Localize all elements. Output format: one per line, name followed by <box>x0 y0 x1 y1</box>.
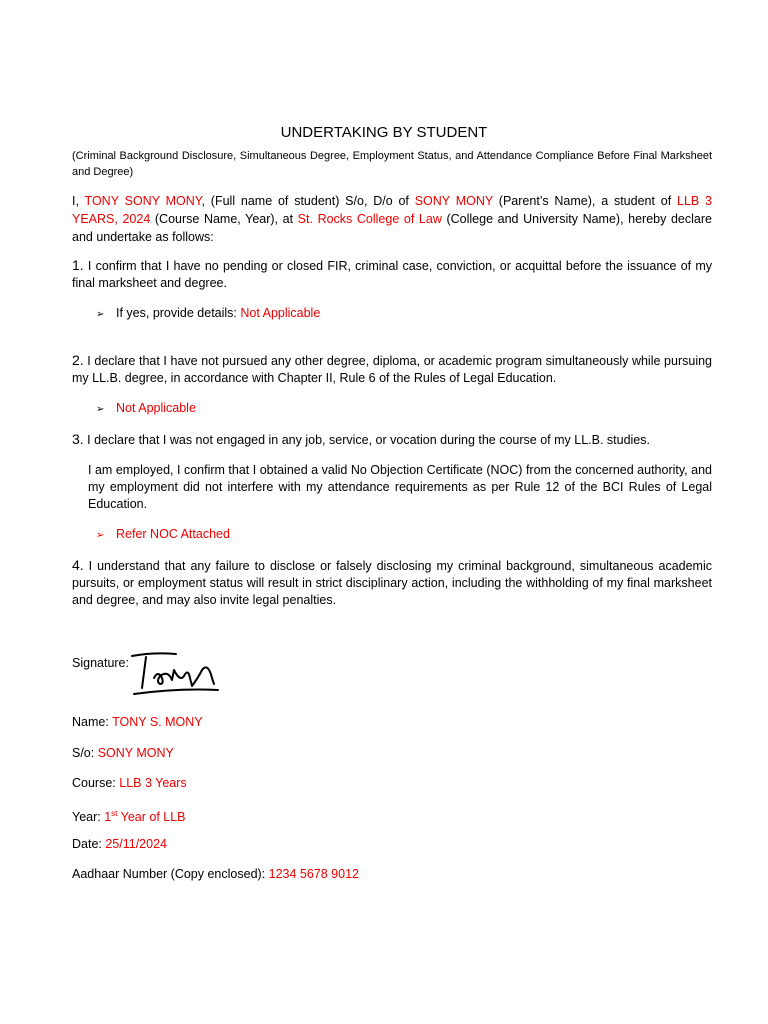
declaration-item-2 <box>72 352 712 387</box>
declaration-item-3 <box>72 431 712 449</box>
item-text: I declare that I was not engaged in any job, service, or vocation during the course of my LL.B. studies. <box>83 433 650 447</box>
course-value: LLB 3 Years <box>119 776 187 790</box>
name-value: TONY S. MONY <box>112 715 203 729</box>
intro-text-2: , (Full name of student) S/o, D/o of <box>201 194 415 208</box>
item-text: I declare that I have not pursued any other degree, diploma, or academic program simultaneously while pursuing my LL.B. degree, in accordance with Chapter II, Rule 6 of the Rules of Legal Education. <box>72 354 712 385</box>
aadhaar-value: 1234 5678 9012 <box>268 867 359 881</box>
year-value <box>104 810 185 824</box>
parent-name-value: SONY MONY <box>414 194 493 208</box>
arrowhead-bullet-icon: ➢ <box>96 404 105 415</box>
intro-paragraph <box>72 192 712 246</box>
year-rest: Year of LLB <box>117 810 186 825</box>
arrowhead-bullet-icon: ➢ <box>96 309 105 320</box>
item-number: 1. <box>72 257 84 273</box>
signature-label: Signature: <box>72 656 129 670</box>
bullet-value: Refer NOC Attached <box>116 527 230 541</box>
student-name-value: TONY SONY MONY <box>84 194 202 208</box>
item-2-bullet <box>96 400 196 418</box>
date-field <box>72 836 167 853</box>
so-value: SONY MONY <box>97 746 174 760</box>
so-label: S/o: <box>72 746 98 760</box>
item-number: 3. <box>72 431 84 447</box>
declaration-item-4 <box>72 557 712 609</box>
aadhaar-label: Aadhaar Number (Copy enclosed): <box>72 867 269 881</box>
arrowhead-bullet-icon: ➢ <box>96 530 105 541</box>
date-value: 25/11/2024 <box>105 837 167 851</box>
bullet-value: Not Applicable <box>116 401 196 415</box>
item-1-bullet <box>96 305 320 323</box>
intro-text-4: (Course Name, Year), at <box>150 212 298 226</box>
intro-text-5: (College and University Name), hereby declare and undertake as follows: <box>72 212 712 244</box>
name-field <box>72 714 203 731</box>
item-text: I confirm that I have no pending or closed FIR, criminal case, conviction, or acquittal before the issuance of my final marksheet and degree. <box>72 259 712 290</box>
year-ordinal: st <box>111 809 118 818</box>
document-subtitle: (Criminal Background Disclosure, Simultaneous Degree, Employment Status, and Attendance Compliance Before Final Marksheet and Degree) <box>72 150 712 178</box>
declaration-item-1 <box>72 257 712 292</box>
document-title: UNDERTAKING BY STUDENT <box>280 124 488 141</box>
bullet-label: If yes, provide details: <box>116 306 241 320</box>
employment-paragraph: I am employed, I confirm that I obtained a valid No Objection Certificate (NOC) from the concerned authority, and my employment did not interfere with my attendance requirements as per Rule 12 of the BCI Rules of Legal Education. <box>88 463 712 511</box>
bullet-value: Not Applicable <box>240 306 321 320</box>
name-label: Name: <box>72 715 113 729</box>
so-field <box>72 745 174 762</box>
year-number: 1 <box>104 810 112 825</box>
year-label: Year: <box>72 810 105 825</box>
year-field <box>72 805 186 826</box>
course-year-value: LLB 3 YEARS, 2024 <box>72 194 712 226</box>
item-text: I understand that any failure to disclose or falsely disclosing my criminal background, simultaneous academic pursuits, or employment status will result in strict disciplinary action, including the withholding of my final marksheet and degree, and may also invite legal penalties. <box>72 559 712 607</box>
course-label: Course: <box>72 776 120 790</box>
aadhaar-field <box>72 866 359 883</box>
course-field <box>72 775 187 792</box>
item-number: 2. <box>72 352 84 368</box>
intro-text-1: I, <box>72 194 85 208</box>
intro-text-3: (Parent’s Name), a student of <box>493 194 677 208</box>
item-3-bullet <box>96 526 230 544</box>
handwritten-signature <box>128 648 228 698</box>
date-label: Date: <box>72 837 106 851</box>
college-value: St. Rocks College of Law <box>297 212 442 226</box>
item-number: 4. <box>72 557 84 573</box>
